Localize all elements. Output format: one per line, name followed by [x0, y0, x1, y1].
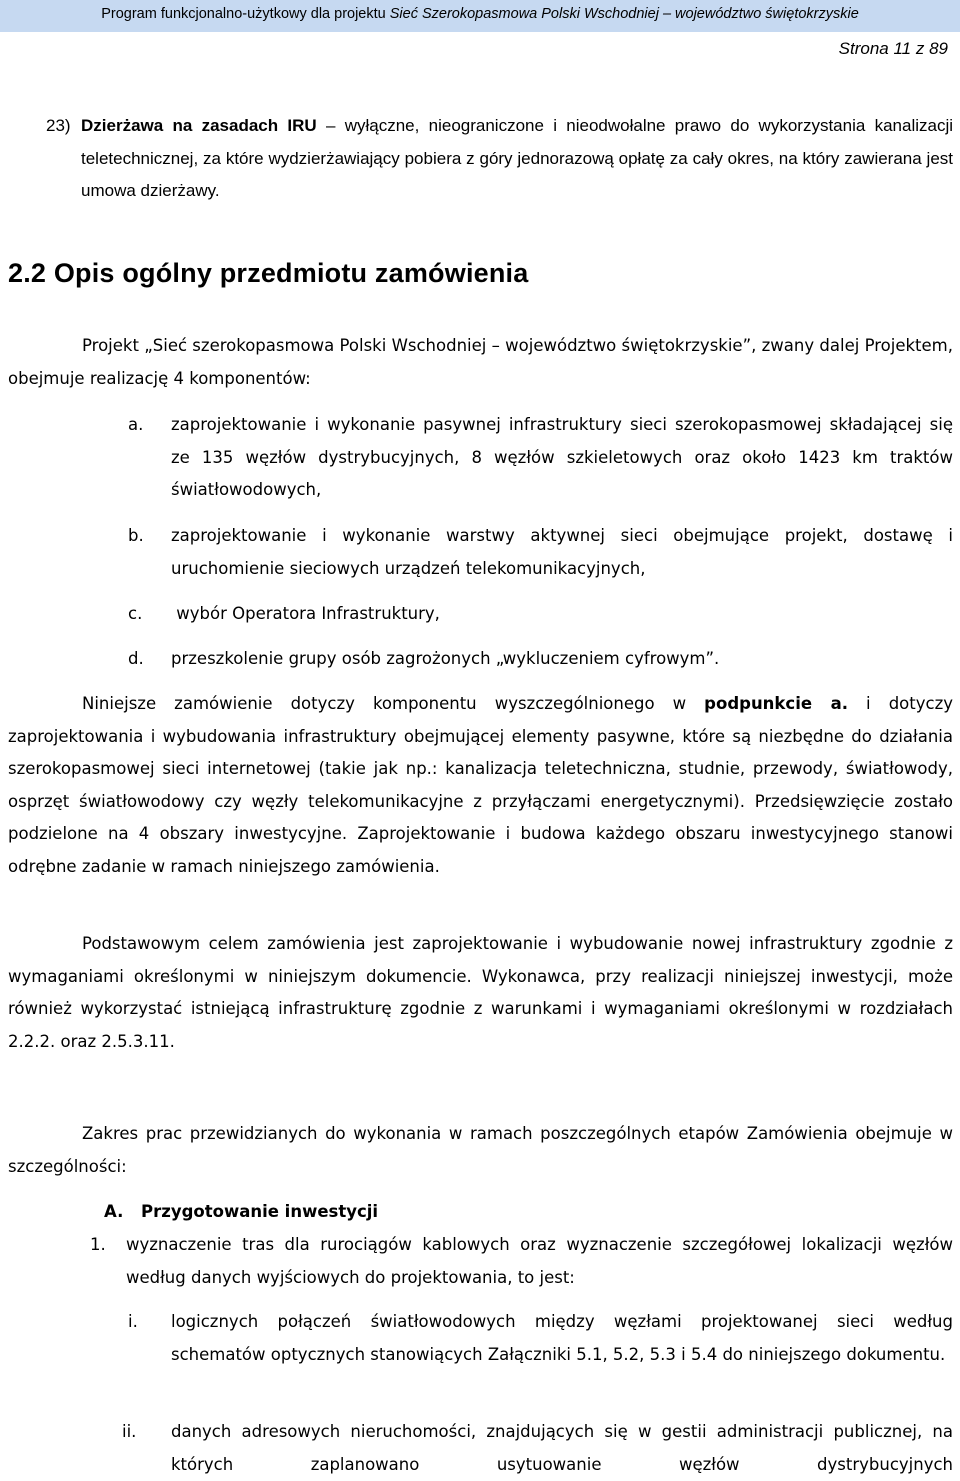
subitem-ii-text: danych adresowych nieruchomości, znajdujących się w gestii administracji publicznej, na których zaplanowano usytuowanie węzłów dystrybucyjnych: [171, 1422, 953, 1474]
component-label-c: c.: [128, 604, 143, 623]
subitem-label-ii: ii.: [122, 1422, 137, 1441]
page-header: [0, 0, 960, 32]
header-prefix: Program funkcjonalno-użytkowy dla projektu: [101, 6, 390, 22]
component-b-text: zaprojektowanie i wykonanie warstwy aktywnej sieci obejmujące projekt, dostawę i uruchomienie sieciowych urządzeń telekomunikacyjnych,: [171, 526, 953, 578]
scope-text-before: Niniejsze zamówienie dotyczy komponentu wyszczególnionego w: [82, 694, 705, 713]
subitem-i-text: logicznych połączeń światłowodowych między węzłami projektowanej sieci według schematów optycznych stanowiących Załączniki 5.1, 5.2, 5.3 i 5.4 do niniejszego dokumentu.: [171, 1312, 953, 1364]
component-a-text: zaprojektowanie i wykonanie pasywnej infrastruktury sieci szerokopasmowej składającej się ze 135 węzłów dystrybucyjnych, 8 węzłów szkieletowych oraz około 1423 km traktów światłowodowych,: [171, 415, 953, 499]
component-c-text: wybór Operatora Infrastruktury,: [171, 604, 440, 623]
works-scope-paragraph: Zakres prac przewidzianych do wykonania w ramach poszczególnych etapów Zamówienia obejmuje w szczególności:: [8, 1124, 953, 1176]
definition-number: 23): [46, 116, 71, 135]
definition-term: Dzierżawa na zasadach IRU: [81, 116, 317, 135]
page-number: Strona 11 z 89: [838, 39, 948, 58]
definition-paragraph: [81, 110, 953, 208]
intro-paragraph: Projekt „Sieć szerokopasmowa Polski Wschodniej – województwo świętokrzyskie”, zwany dalej Projektem, obejmuje realizację 4 komponentów:: [8, 336, 953, 388]
component-label-b: b.: [128, 526, 144, 545]
goal-paragraph: Podstawowym celem zamówienia jest zaprojektowanie i wybudowanie nowej infrastruktury zgodnie z wymaganiami określonymi w niniejszym dokumencie. Wykonawca, przy realizacji niniejszej inwestycji, może również wykorzystać istniejącą infrastrukturę zgodnie z warunkami i wymaganiami określonymi w rozdziałach 2.2.2. oraz 2.5.3.11.: [8, 934, 953, 1051]
component-d-text: przeszkolenie grupy osób zagrożonych „wykluczeniem cyfrowym”.: [171, 649, 720, 668]
subitem-label-i: i.: [128, 1312, 138, 1331]
stage-title: Przygotowanie inwestycji: [141, 1202, 379, 1221]
scope-paragraph: [8, 688, 953, 883]
task-number: 1.: [90, 1235, 106, 1254]
header-project-name: Sieć Szerokopasmowa Polski Wschodniej – województwo świętokrzyskie: [389, 6, 859, 22]
section-heading: 2.2 Opis ogólny przedmiotu zamówienia: [8, 258, 529, 288]
component-label-d: d.: [128, 649, 144, 668]
definition-text: – wyłączne, nieograniczone i nieodwołalne prawo do wykorzystania kanalizacji teletechnicznej, za które wydzierżawiający pobiera z góry jednorazową opłatę za cały okres, na który zawierana jest umowa dzierżawy.: [81, 116, 954, 200]
scope-text-after: i dotyczy zaprojektowania i wybudowania infrastruktury obejmującej elementy pasywne, które są niezbędne do działania szerokopasmowej sieci internetowej (takie jak np.: kanalizacja teletechniczna, studnie, przewody, światłowody, osprzęt światłowodowy czy węzły telekomunikacyjne z przyłączami energetycznymi). Przedsięwzięcie zostało podzielone na 4 obszary inwestycyjne. Zaprojektowanie i budowa każdego obszaru inwestycyjnego stanowi odrębne zadanie w ramach niniejszego zamówienia.: [8, 694, 953, 876]
task-text: wyznaczenie tras dla rurociągów kablowych oraz wyznaczenie szczegółowej lokalizacji węzłów według danych wyjściowych do projektowania, to jest:: [126, 1235, 953, 1287]
scope-bold-reference: podpunkcie a.: [704, 694, 848, 713]
stage-label: A.: [104, 1202, 124, 1221]
component-label-a: a.: [128, 415, 144, 434]
